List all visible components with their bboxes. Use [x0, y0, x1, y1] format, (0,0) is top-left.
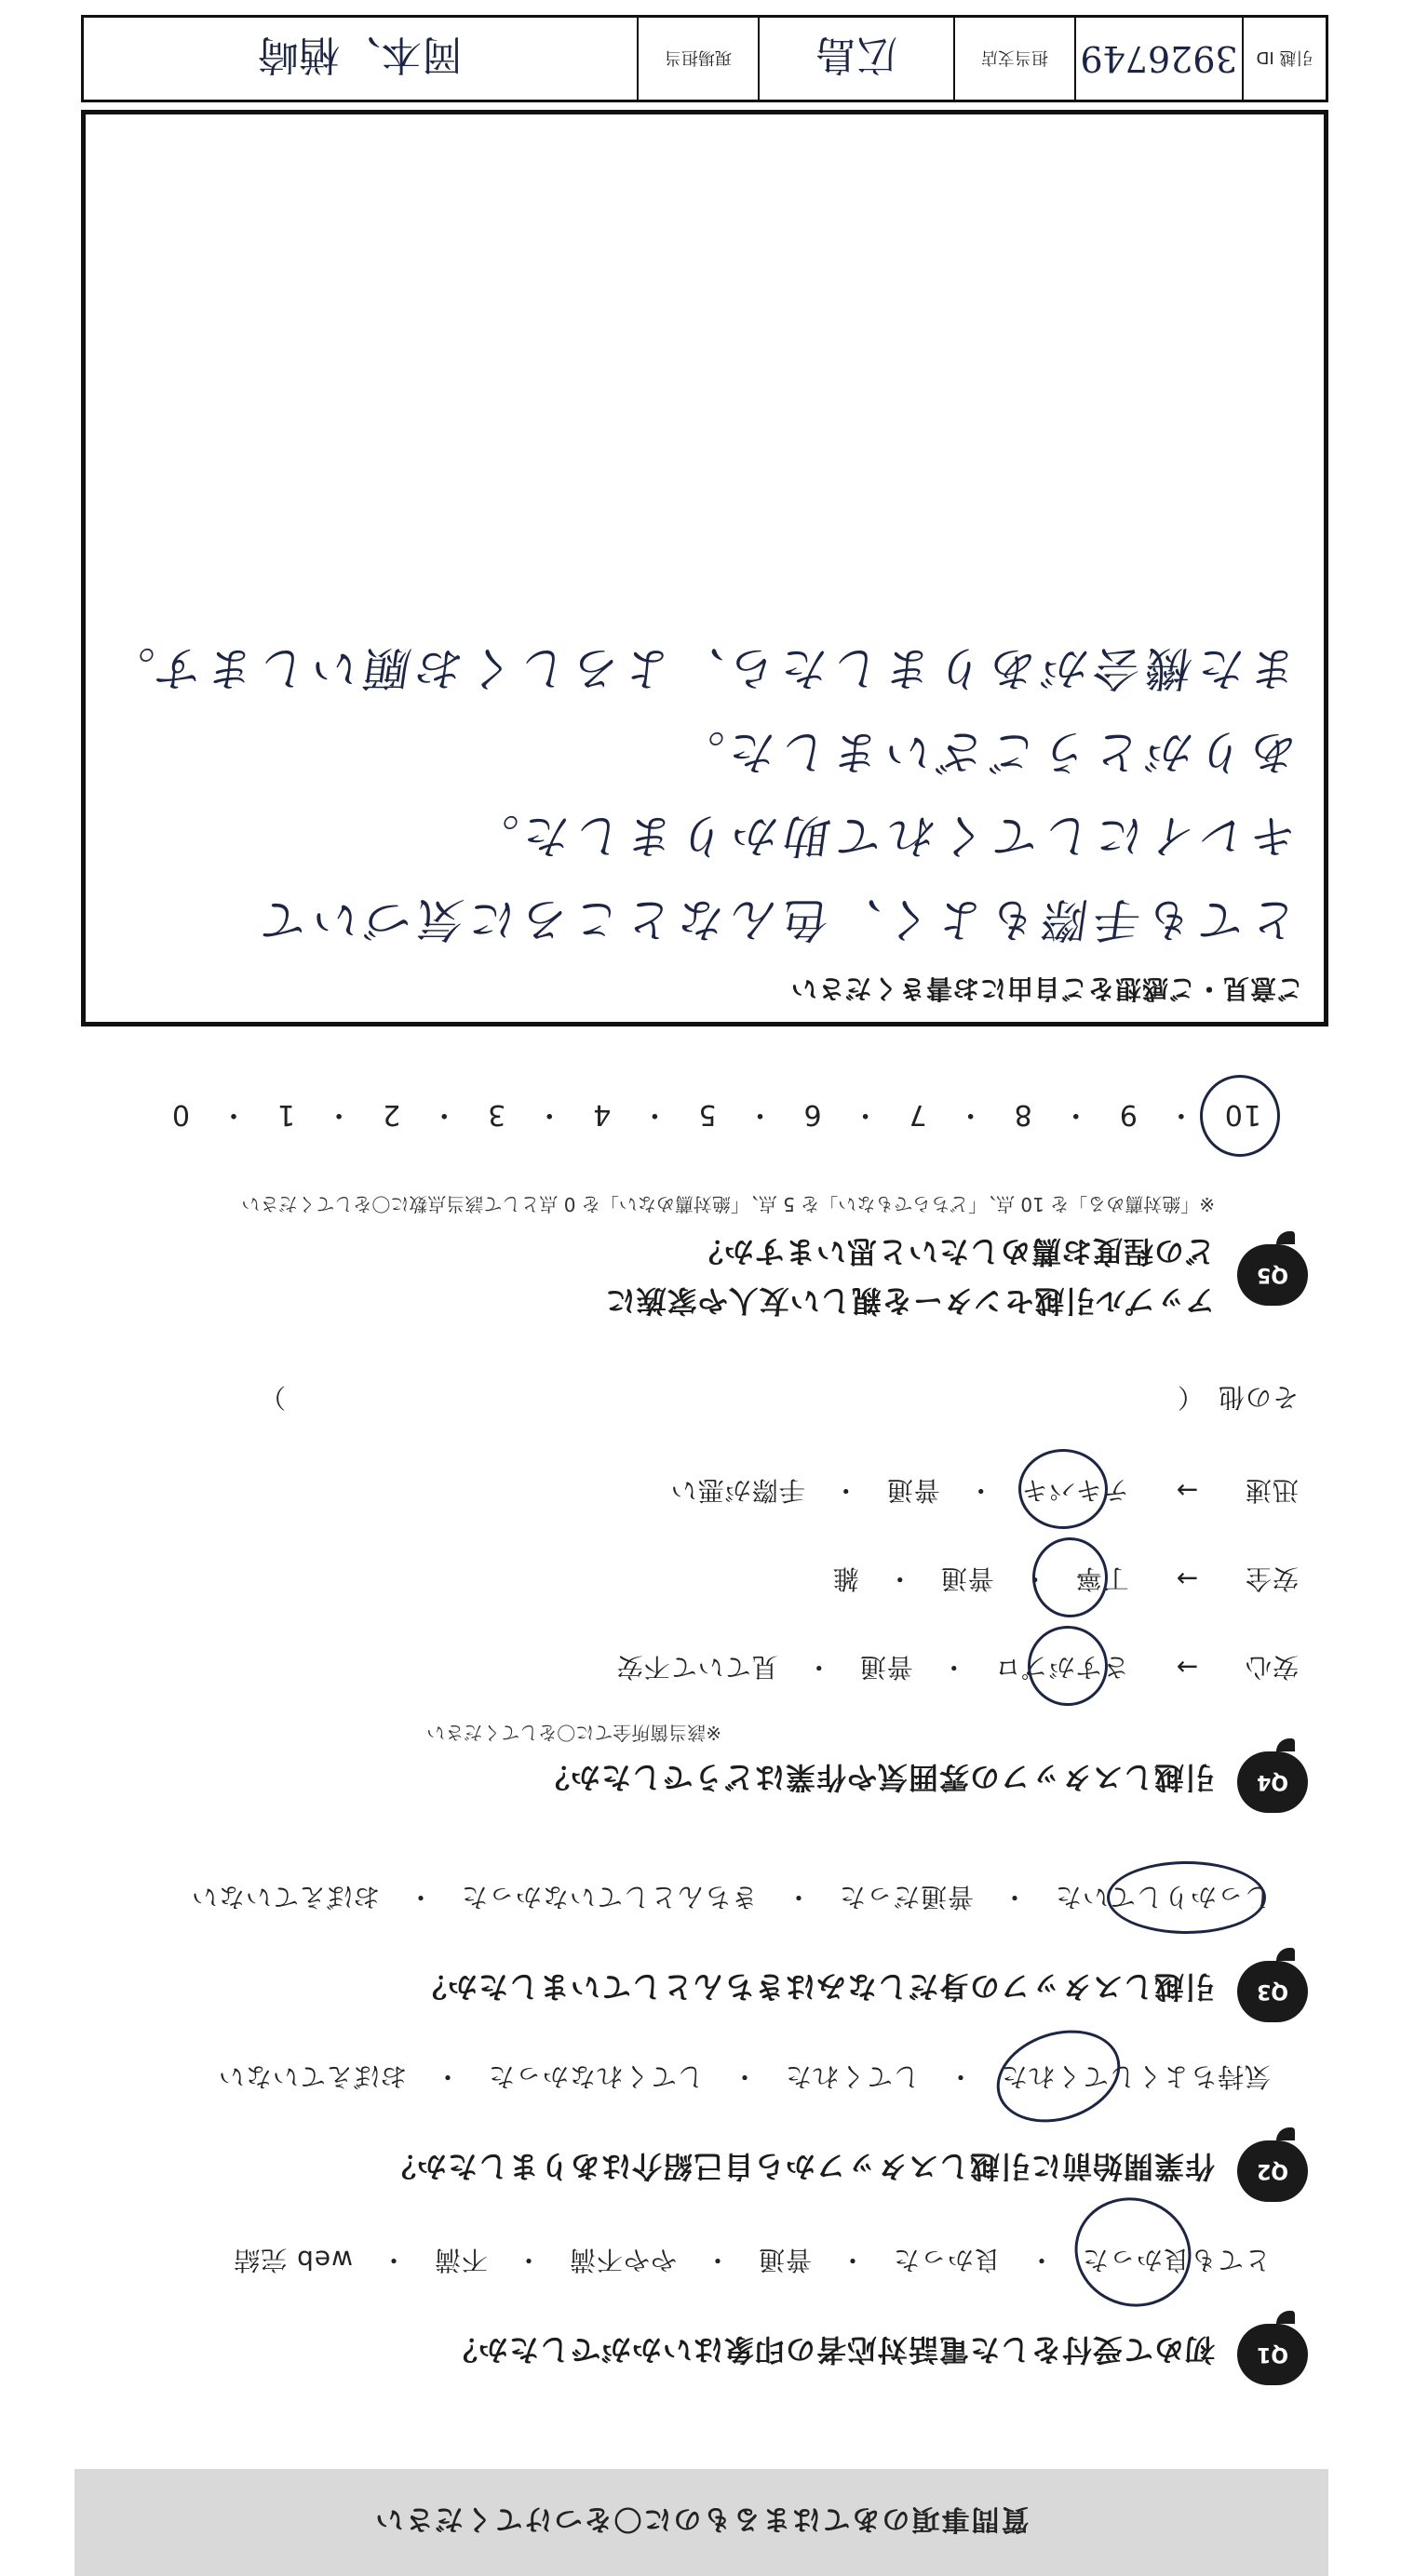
- id-label-cell: 引越 ID: [1242, 18, 1326, 100]
- id-value-cell: 3926749: [1074, 18, 1242, 100]
- q2-question: 作業開始前に引越しスタッフから自己紹介はありましたか？: [384, 2149, 1215, 2184]
- comment-line-2: キレイにしてくれて助かりました。: [461, 809, 1300, 863]
- branch-label-cell: 担当支店: [953, 18, 1074, 100]
- q5-question-line2: どの程度お薦めしたいと思いますか？: [692, 1234, 1215, 1269]
- q5-question-line1: アップル引越センターを親しい友人や家族に: [604, 1283, 1215, 1319]
- q3-answer-circle: [1107, 1861, 1266, 1934]
- q5-note: ※「絶対薦める」を 10 点、「どちらでもない」を 5 点、「絶対薦めない」を 0 点として該当点数に〇をしてください: [241, 1193, 1215, 1215]
- q4-other: その他 （ ）: [258, 1382, 1299, 1413]
- q4-row2-answer-circle: [1032, 1537, 1108, 1617]
- q4-question: 引越しスタッフの雰囲気や作業はどうでしたか？: [538, 1760, 1215, 1795]
- comment-heading: ご意見・ご感想をご自由にお書きください: [789, 973, 1303, 1004]
- instruction-text: 質問事項のあてはまるものに〇をつけてください: [373, 2502, 1030, 2536]
- q1-question: 初めて受付をした電話対応者の印象はいかがでしたか？: [446, 2332, 1215, 2368]
- branch-value-cell: 広島: [758, 18, 953, 100]
- comment-line-4: また機会がありましたら、よろしくお願いします。: [97, 641, 1300, 695]
- q3-question: 引越しスタッフの身だしなみはきちんとしていましたか？: [415, 1969, 1215, 2005]
- q2-answer-circle: [985, 2015, 1132, 2137]
- comment-line-1: とても手際もよく、色んなところに気づいて: [250, 892, 1300, 946]
- q1-answer-circle: [1059, 2181, 1206, 2323]
- instruction-banner: [74, 2469, 1328, 2576]
- q4-badge: Q4: [1237, 1751, 1308, 1813]
- q3-badge: Q3: [1237, 1961, 1308, 2022]
- q4-row-jinsoku: 迅速 → テキパキ ・ 普通 ・ 手際が悪い: [669, 1475, 1299, 1506]
- q3-options: しっかりしていた ・ 普通だった ・ きちんとしていなかった ・ おぼえていない: [190, 1882, 1271, 1912]
- q4-row1-answer-circle: [1028, 1626, 1108, 1706]
- q5-answer-circle: [1200, 1075, 1280, 1157]
- q1-options: とても良かった ・ 良かった ・ 普通 ・ やや不満 ・ 不満 ・ web 完結: [233, 2245, 1271, 2275]
- q4-row-anshin: 安心 → さすがプロ ・ 普通 ・ 見ていて不安: [615, 1652, 1299, 1683]
- leader-value-cell: 岡本、楢崎: [258, 31, 463, 78]
- q5-scale: 10 ・ 9 ・ 8 ・ 7 ・ 6 ・ 5 ・ 4 ・ 3 ・ 2 ・ 1 ・ 0: [170, 1098, 1261, 1131]
- q5-badge: Q5: [1237, 1244, 1308, 1306]
- q4-row3-answer-circle: [1018, 1449, 1108, 1529]
- comment-box: [81, 110, 1328, 1026]
- id-table: [81, 15, 1328, 102]
- q2-badge: Q2: [1237, 2140, 1308, 2202]
- q4-row-anzen: 安全 → 丁寧 ・ 普通 ・ 雑: [831, 1563, 1299, 1594]
- comment-line-3: ありがとうございました。: [667, 725, 1300, 779]
- q2-options: 気持ちよくしてくれた ・ してくれた ・ してくれなかった ・ おぼえていない: [217, 2061, 1271, 2092]
- q4-note: ※該当箇所全てに〇をしてください: [426, 1722, 721, 1744]
- leader-label-cell: 現場担当: [637, 18, 758, 100]
- q1-badge: Q1: [1237, 2324, 1308, 2385]
